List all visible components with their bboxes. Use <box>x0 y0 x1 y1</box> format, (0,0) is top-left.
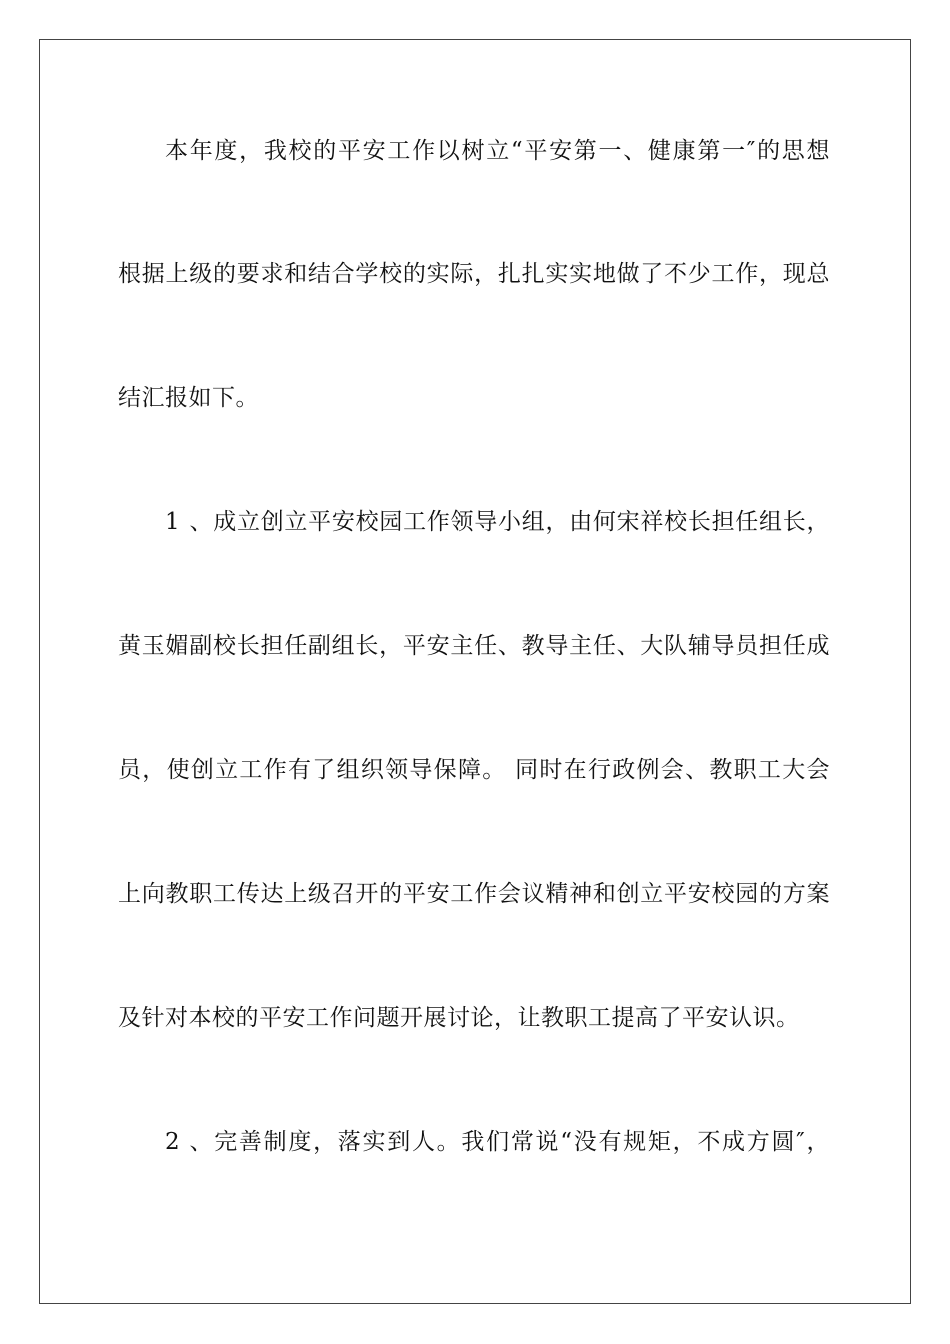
list-item-1-line-1 <box>165 507 830 537</box>
list-item-1-line-5: 及针对本校的平安工作问题开展讨论，让教职工提高了平安认识。 <box>118 1005 800 1031</box>
list-item-1-number: 1、 <box>165 509 213 535</box>
list-item-2-line-1 <box>165 1127 830 1157</box>
list-item-2-number: 2、 <box>165 1129 213 1155</box>
paragraph-1-line-2: 根据上级的要求和结合学校的实际，扎扎实实地做了不少工作，现总 <box>118 261 830 287</box>
list-item-1-line-2: 黄玉媚副校长担任副组长，平安主任、教导主任、大队辅导员担任成 <box>118 633 830 659</box>
list-item-1-line-3: 员，使创立工作有了组织领导保障。 同时在行政例会、教职工大会 <box>118 757 830 783</box>
paragraph-1-line-3: 结汇报如下。 <box>118 385 259 411</box>
list-item-2-text: 完善制度，落实到人。我们常说“没有规矩，不成方圆″， <box>213 1129 830 1155</box>
list-item-1-line-4: 上向教职工传达上级召开的平安工作会议精神和创立平安校园的方案 <box>118 881 830 907</box>
list-item-1-text: 成立创立平安校园工作领导小组，由何宋祥校长担任组长， <box>213 509 830 535</box>
paragraph-1-line-1: 本年度，我校的平安工作以树立“平安第一、健康第一″的思想 <box>165 138 830 164</box>
page-border <box>39 39 911 1304</box>
